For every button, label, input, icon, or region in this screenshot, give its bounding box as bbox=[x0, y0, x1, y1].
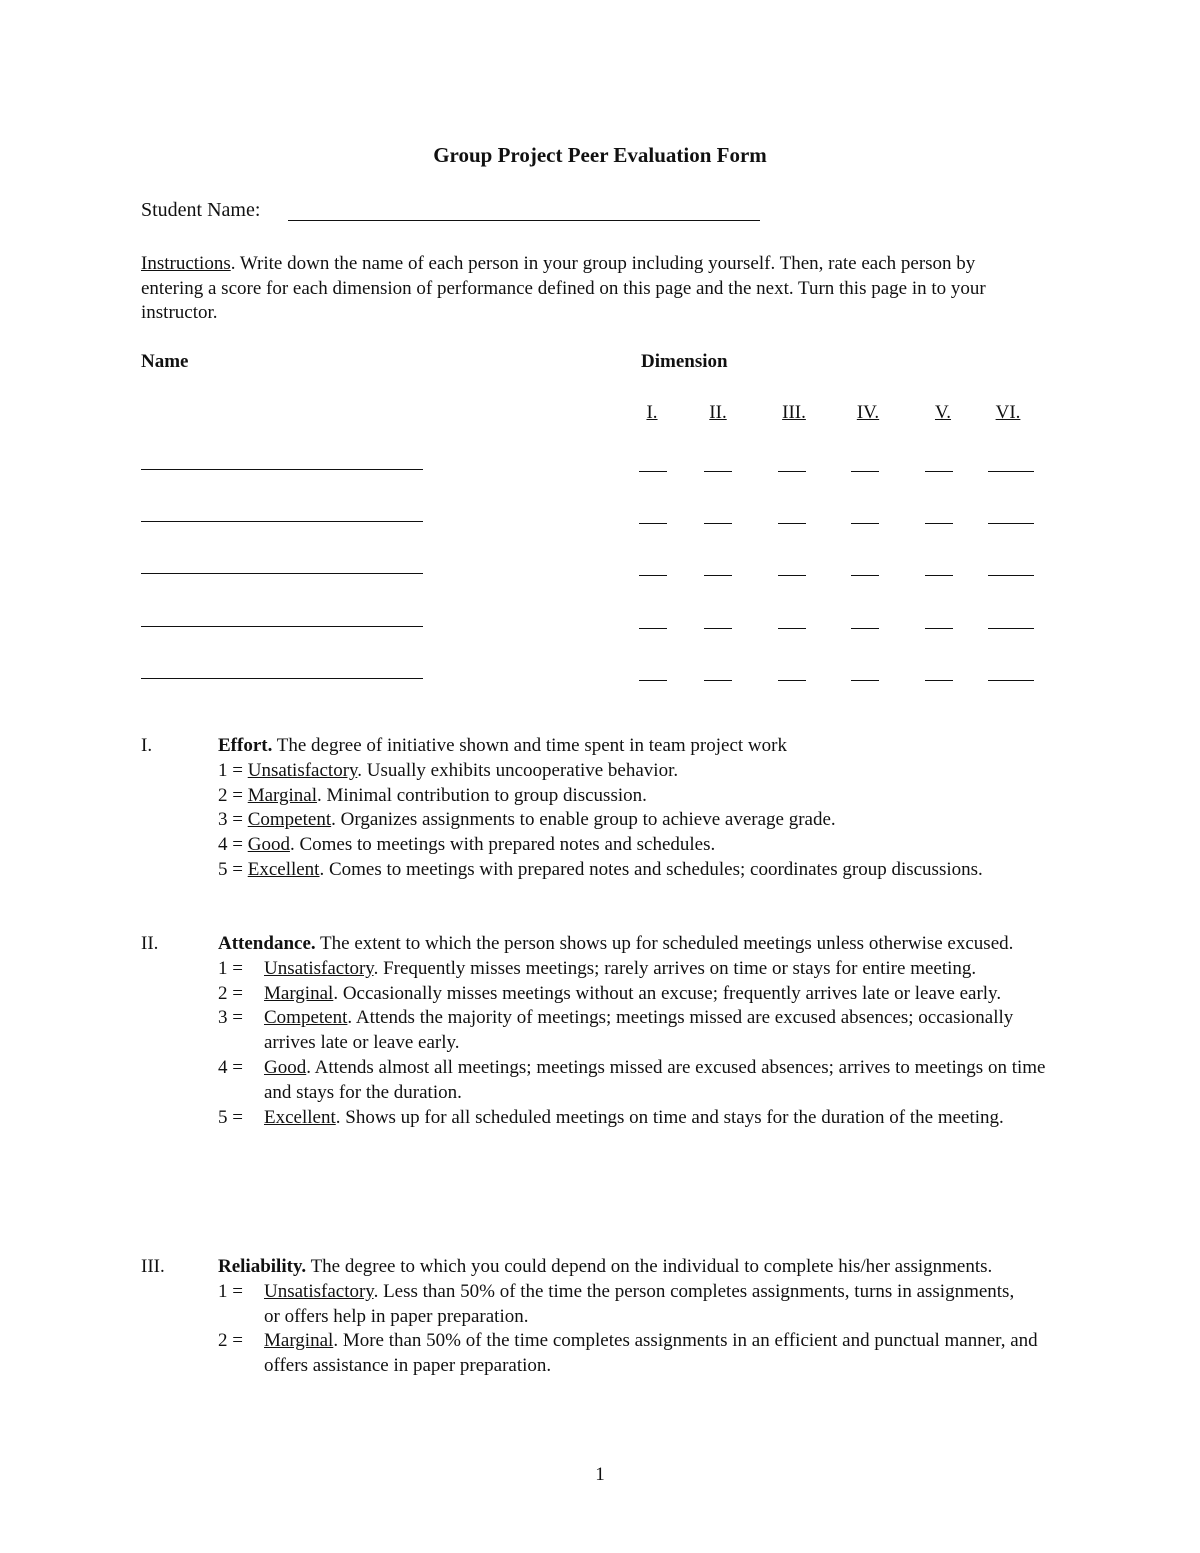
score-label: Unsatisfactory bbox=[264, 957, 374, 979]
section-heading: Effort. bbox=[218, 735, 273, 756]
score-definition bbox=[218, 808, 1068, 833]
score-field[interactable] bbox=[704, 575, 732, 576]
score-field[interactable] bbox=[925, 628, 953, 629]
score-field[interactable] bbox=[704, 471, 732, 472]
score-field[interactable] bbox=[851, 523, 879, 524]
score-text: . Usually exhibits uncooperative behavior. bbox=[357, 759, 679, 781]
section-heading: Reliability. bbox=[218, 1256, 307, 1277]
score-definition bbox=[218, 858, 1008, 883]
score-label: Marginal bbox=[247, 784, 318, 806]
instructions-text: . Write down the name of each person in your group including yourself. Then, rate each person by entering a score for each dimension of performance defined on this page and the next. Turn this page in to your instructor. bbox=[141, 253, 986, 323]
dimension-label-4: IV. bbox=[856, 402, 880, 423]
score-field[interactable] bbox=[639, 471, 667, 472]
dimension-label-6: VI. bbox=[995, 402, 1021, 423]
score-key: 3 = bbox=[218, 809, 243, 831]
score-definition bbox=[218, 1006, 1068, 1056]
score-key: 4 = bbox=[218, 834, 243, 856]
score-definition bbox=[218, 833, 1068, 858]
score-field[interactable] bbox=[925, 575, 953, 576]
name-column-header: Name bbox=[141, 351, 189, 372]
score-field[interactable] bbox=[925, 680, 953, 681]
section-description: The extent to which the person shows up for scheduled meetings unless otherwise excused. bbox=[315, 933, 1014, 954]
score-definition bbox=[218, 1056, 1068, 1106]
score-field[interactable] bbox=[851, 471, 879, 472]
score-field[interactable] bbox=[988, 575, 1034, 576]
score-label: Excellent bbox=[264, 1106, 336, 1128]
score-definition bbox=[218, 1280, 1028, 1330]
section-heading: Attendance. bbox=[218, 933, 316, 954]
score-text: . Comes to meetings with prepared notes and schedules. bbox=[289, 834, 716, 856]
score-field[interactable] bbox=[988, 628, 1034, 629]
score-field[interactable] bbox=[778, 628, 806, 629]
dimension-label-2: II. bbox=[709, 402, 727, 423]
score-label: Unsatisfactory bbox=[247, 759, 358, 781]
instructions-paragraph bbox=[141, 252, 1041, 326]
page-number: 1 bbox=[595, 1464, 605, 1485]
score-key: 4 = bbox=[218, 1056, 243, 1078]
section-numeral: III. bbox=[141, 1256, 165, 1277]
score-definition bbox=[218, 784, 1068, 809]
score-field[interactable] bbox=[988, 680, 1034, 681]
score-definition bbox=[218, 982, 1068, 1007]
score-field[interactable] bbox=[851, 680, 879, 681]
score-key: 3 = bbox=[218, 1007, 243, 1029]
score-field[interactable] bbox=[778, 680, 806, 681]
member-name-field[interactable] bbox=[141, 626, 423, 627]
score-field[interactable] bbox=[851, 628, 879, 629]
score-label: Unsatisfactory bbox=[264, 1280, 374, 1302]
score-text: . Occasionally misses meetings without an excuse; frequently arrives late or leave early. bbox=[333, 982, 1002, 1004]
score-key: 5 = bbox=[218, 858, 243, 880]
score-label: Competent bbox=[247, 809, 332, 831]
member-name-field[interactable] bbox=[141, 469, 423, 470]
score-key: 2 = bbox=[218, 982, 243, 1004]
member-name-field[interactable] bbox=[141, 521, 423, 522]
score-field[interactable] bbox=[639, 628, 667, 629]
score-key: 2 = bbox=[218, 1330, 243, 1352]
score-text: . Minimal contribution to group discussion. bbox=[317, 784, 647, 806]
dimension-column-header: Dimension bbox=[641, 351, 728, 372]
score-field[interactable] bbox=[704, 523, 732, 524]
score-field[interactable] bbox=[639, 575, 667, 576]
score-label: Good bbox=[264, 1056, 307, 1078]
score-field[interactable] bbox=[851, 575, 879, 576]
section-numeral: I. bbox=[141, 735, 153, 756]
score-label: Good bbox=[247, 834, 290, 856]
dimension-label-1: I. bbox=[646, 402, 658, 423]
score-text: . Attends almost all meetings; meetings missed are excused absences; arrives to meetings on time and stays for the duration. bbox=[264, 1056, 1046, 1103]
section-heading-line bbox=[218, 734, 1068, 759]
score-key: 5 = bbox=[218, 1106, 243, 1128]
section-description: The degree of initiative shown and time spent in team project work bbox=[272, 735, 787, 756]
score-label: Competent bbox=[264, 1007, 348, 1029]
score-field[interactable] bbox=[639, 523, 667, 524]
score-field[interactable] bbox=[988, 523, 1034, 524]
instructions-lead: Instructions bbox=[141, 253, 231, 274]
score-field[interactable] bbox=[988, 471, 1034, 472]
section-numeral: II. bbox=[141, 933, 159, 954]
score-field[interactable] bbox=[778, 575, 806, 576]
score-field[interactable] bbox=[704, 680, 732, 681]
score-text: . Less than 50% of the time the person completes assignments, turns in assignments, or offers help in paper preparation. bbox=[264, 1280, 1015, 1327]
score-text: . Organizes assignments to enable group to achieve average grade. bbox=[331, 809, 836, 831]
score-field[interactable] bbox=[925, 523, 953, 524]
student-name-field[interactable] bbox=[288, 220, 760, 221]
score-field[interactable] bbox=[778, 471, 806, 472]
score-key: 2 = bbox=[218, 784, 243, 806]
student-name-label: Student Name: bbox=[141, 199, 261, 221]
score-definition bbox=[218, 957, 1068, 982]
score-key: 1 = bbox=[218, 1280, 243, 1302]
score-label: Excellent bbox=[247, 858, 320, 880]
dimension-label-3: III. bbox=[782, 402, 806, 423]
score-text: . Frequently misses meetings; rarely arrives on time or stays for entire meeting. bbox=[373, 957, 977, 979]
score-text: . Shows up for all scheduled meetings on time and stays for the duration of the meeting. bbox=[335, 1106, 1004, 1128]
score-text: . Attends the majority of meetings; meetings missed are excused absences; occasionally arrives late or leave early. bbox=[264, 1007, 1014, 1054]
member-name-field[interactable] bbox=[141, 573, 423, 574]
score-field[interactable] bbox=[925, 471, 953, 472]
dimension-label-5: V. bbox=[934, 402, 952, 423]
section-description: The degree to which you could depend on the individual to complete his/her assignments. bbox=[306, 1256, 993, 1277]
score-definition bbox=[218, 1106, 1068, 1131]
score-field[interactable] bbox=[778, 523, 806, 524]
score-field[interactable] bbox=[704, 628, 732, 629]
score-label: Marginal bbox=[264, 982, 334, 1004]
score-label: Marginal bbox=[264, 1330, 334, 1352]
section-heading-line bbox=[218, 1255, 1018, 1280]
score-field[interactable] bbox=[639, 680, 667, 681]
score-text: . More than 50% of the time completes assignments in an efficient and punctual manner, and offers assistance in paper preparation. bbox=[264, 1330, 1038, 1377]
score-key: 1 = bbox=[218, 957, 243, 979]
score-text: . Comes to meetings with prepared notes and schedules; coordinates group discussions. bbox=[319, 858, 983, 880]
effort-section bbox=[218, 734, 1068, 883]
score-definition bbox=[218, 1329, 1048, 1379]
member-name-field[interactable] bbox=[141, 678, 423, 679]
attendance-section bbox=[218, 932, 1068, 1130]
section-heading-line bbox=[218, 932, 1058, 957]
reliability-section bbox=[218, 1255, 1068, 1379]
score-key: 1 = bbox=[218, 759, 243, 781]
page-title: Group Project Peer Evaluation Form bbox=[433, 143, 767, 167]
score-definition bbox=[218, 759, 1068, 784]
